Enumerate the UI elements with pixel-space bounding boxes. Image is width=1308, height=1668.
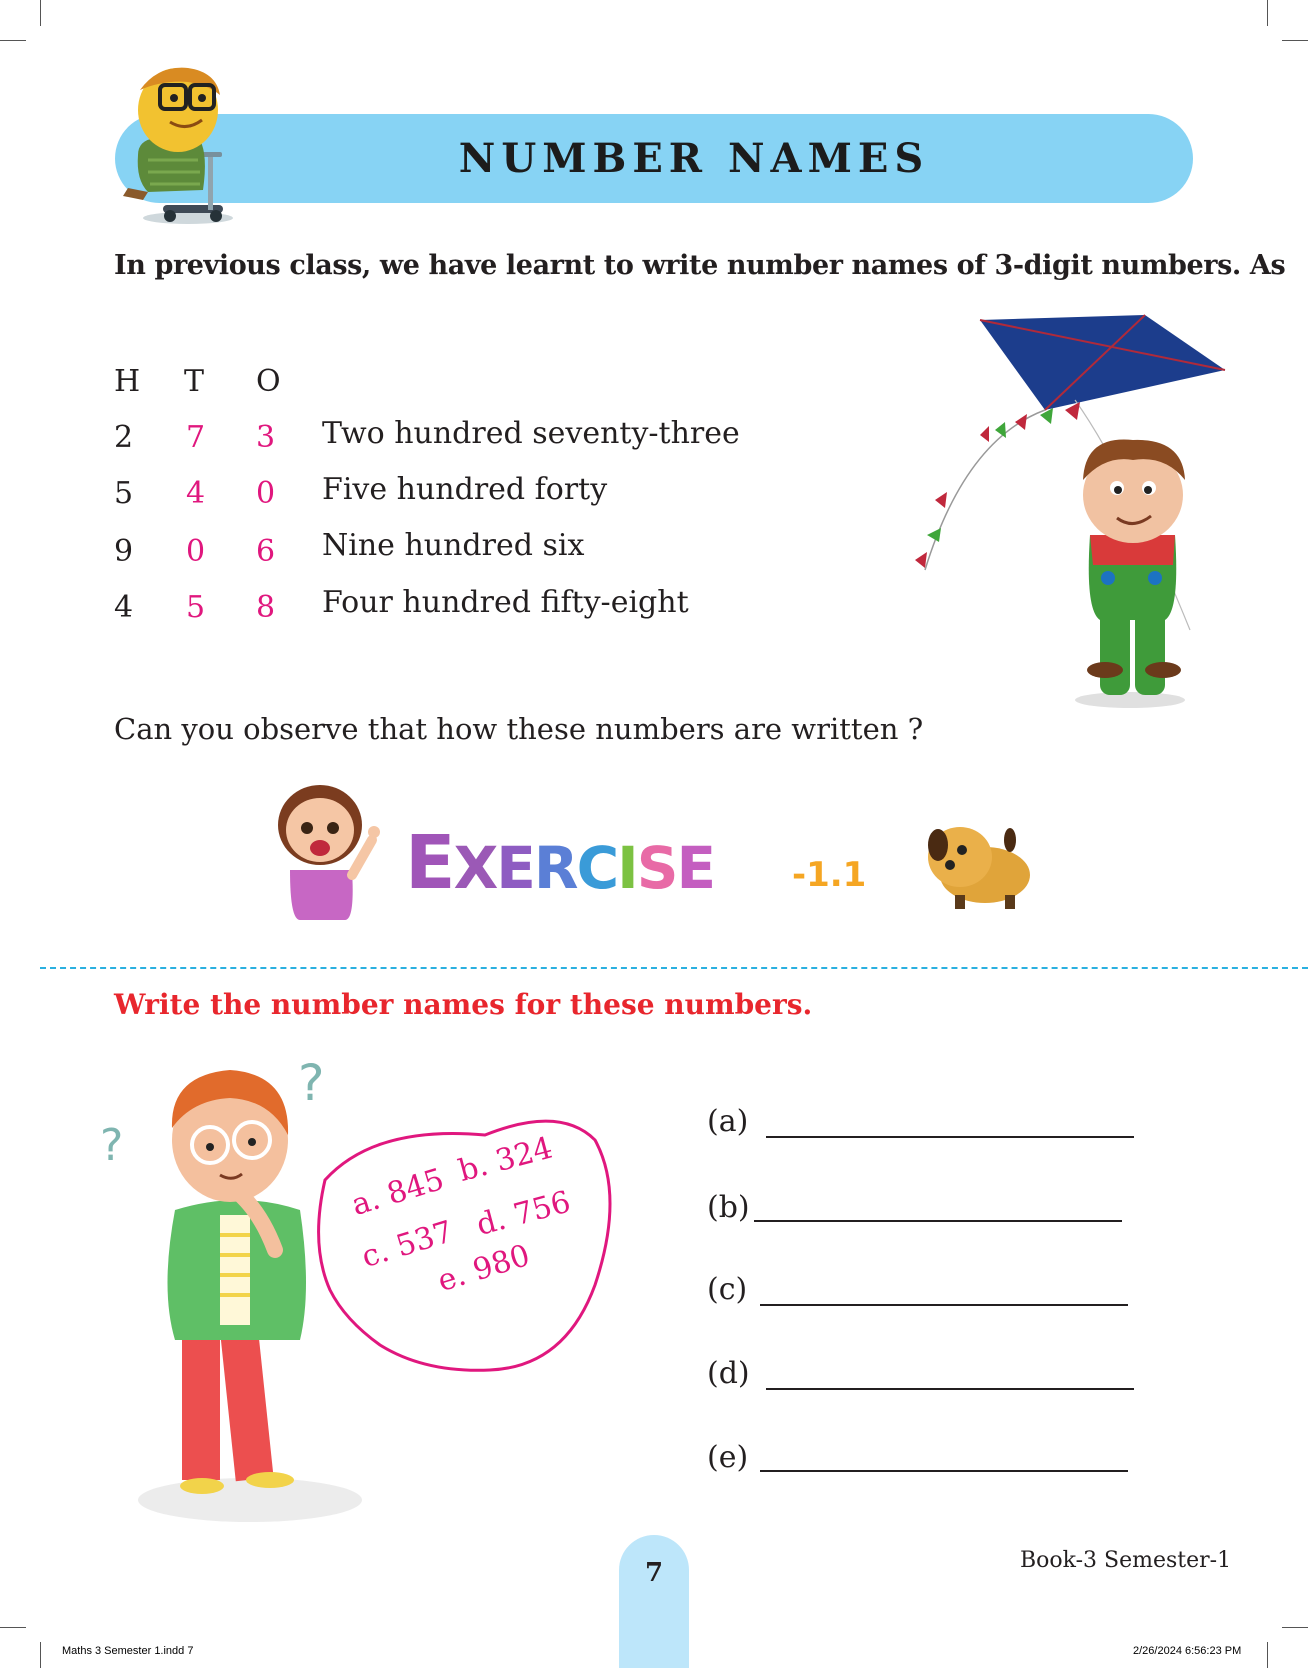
digit-hundreds: 5 [114,476,134,511]
speech-bubble [305,1105,620,1385]
number-name: Five hundred forty [322,472,608,507]
bubble-number-c: c. 537 [357,1214,458,1275]
crop-mark [1282,40,1308,41]
answer-line-e[interactable] [760,1470,1128,1472]
digit-tens: 4 [186,476,206,511]
header-ones: O [256,364,281,399]
header-tens: T [184,364,205,399]
bubble-number-e: e. 980 [433,1238,534,1299]
svg-text:?: ? [100,1120,124,1171]
digit-ones: 6 [256,534,276,569]
answer-label-a: (a) [707,1104,749,1139]
answer-label-b: (b) [707,1190,750,1225]
crop-mark [0,1627,26,1628]
page-number-tab [619,1535,689,1668]
crop-mark [0,40,26,41]
svg-text:?: ? [298,1054,325,1112]
page-title: NUMBER NAMES [458,135,930,182]
girl-illustration [260,770,390,920]
observation-question: Can you observe that how these numbers are written ? [114,712,924,746]
svg-text:-1.1: -1.1 [792,855,867,895]
answer-line-b[interactable] [754,1220,1122,1222]
section-divider [40,967,1308,969]
boy-with-kite-illustration [905,310,1235,710]
number-name: Two hundred seventy-three [322,416,740,451]
digit-hundreds: 2 [114,420,134,455]
exercise-heading [400,800,900,910]
answer-line-c[interactable] [760,1304,1128,1306]
answer-label-d: (d) [707,1356,750,1391]
intro-text: In previous class, we have learnt to write number names of 3-digit numbers. As [114,250,1286,281]
answer-line-a[interactable] [766,1136,1134,1138]
page-number: 7 [644,1558,664,1588]
digit-hundreds: 9 [114,534,134,569]
digit-ones: 8 [256,590,276,625]
bubble-number-b: b. 324 [454,1130,557,1189]
slug-timestamp: 2/26/2024 6:56:23 PM [1133,1645,1242,1657]
digit-tens: 5 [186,590,206,625]
book-label: Book-3 Semester-1 [1020,1548,1232,1573]
number-name: Nine hundred six [322,528,585,563]
crop-mark [40,1642,41,1668]
digit-ones: 0 [256,476,276,511]
answer-label-c: (c) [707,1272,748,1307]
slug-file: Maths 3 Semester 1.indd 7 [62,1645,194,1657]
svg-text:EXERCISE: EXERCISE [405,820,715,906]
digit-tens: 7 [186,420,206,455]
crop-mark [1267,1642,1268,1668]
digit-tens: 0 [186,534,206,569]
number-name: Four hundred fifty-eight [322,585,689,620]
crop-mark [40,0,41,26]
mascot-illustration [108,60,238,235]
bubble-number-d: d. 756 [472,1184,575,1243]
crop-mark [1267,0,1268,26]
answer-line-d[interactable] [766,1388,1134,1390]
digit-ones: 3 [256,420,276,455]
bubble-number-a: a. 845 [347,1161,449,1223]
dog-illustration [920,815,1040,915]
digit-hundreds: 4 [114,590,134,625]
header-hundreds: H [114,364,141,399]
exercise-instruction: Write the number names for these numbers. [114,988,813,1021]
answer-label-e: (e) [707,1440,749,1475]
crop-mark [1282,1627,1308,1628]
